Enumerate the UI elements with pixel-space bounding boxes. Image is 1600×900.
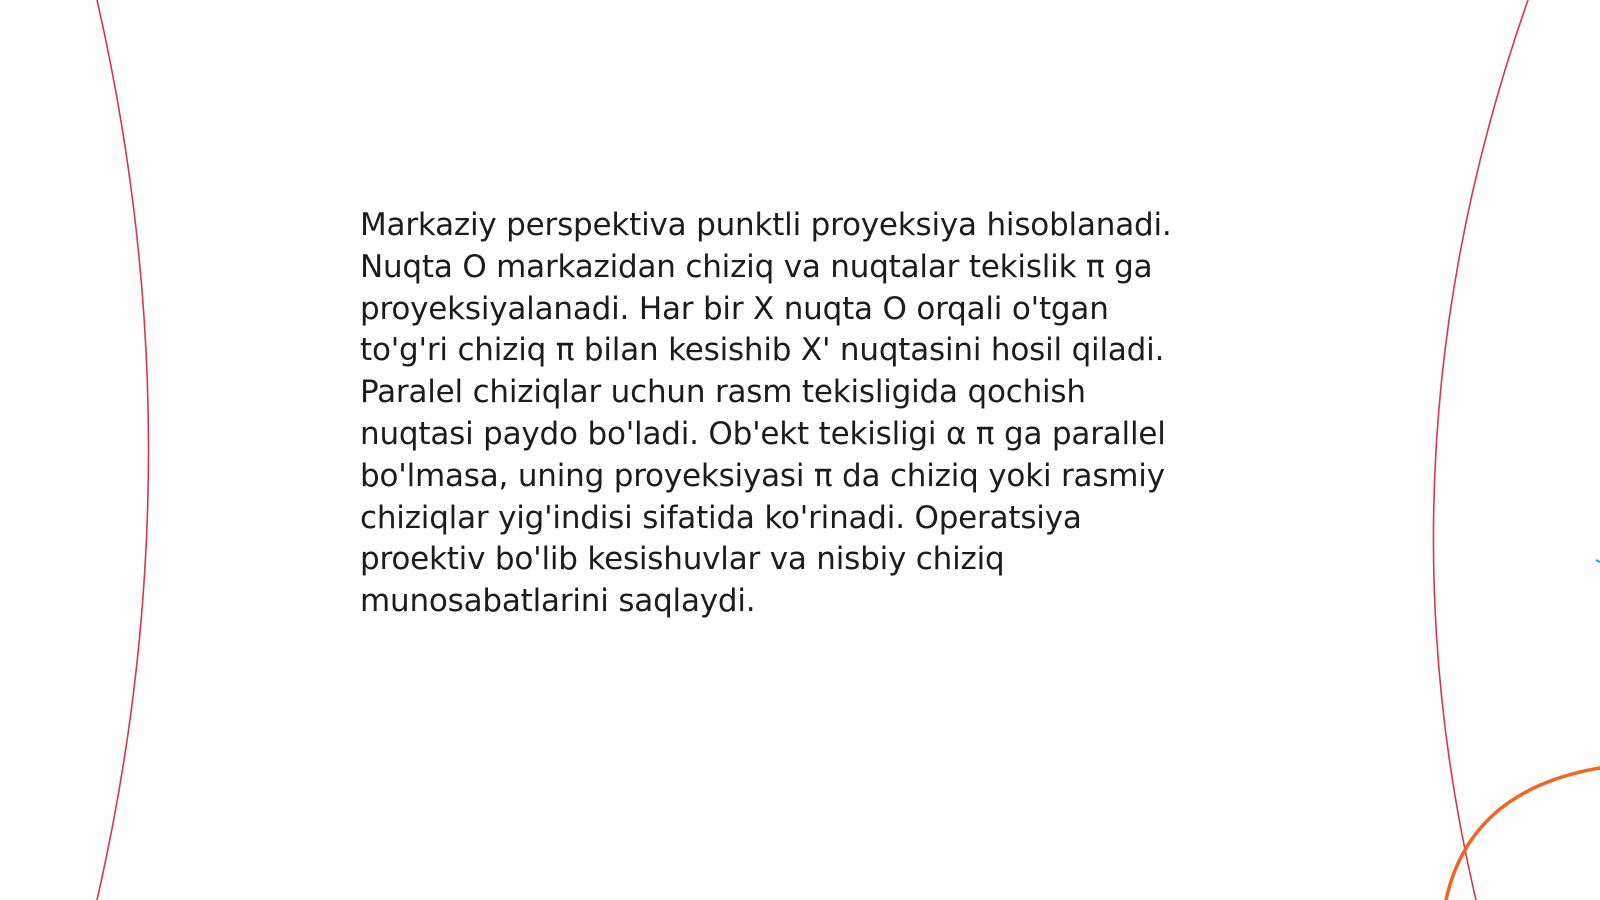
orange-arc-decoration [1446,768,1600,900]
text-line: Paralel chiziqlar uchun rasm tekisligida qochish [360,374,1086,411]
right-curve-decoration [1433,0,1528,900]
blue-accent-decoration [1596,560,1600,562]
text-line: munosabatlarini saqlaydi. [360,583,756,620]
text-line: Markaziy perspektiva punktli proyeksiya hisoblanadi. [360,207,1172,243]
text-line: bo'lmasa, uning proyeksiyasi π da chiziq yoki rasmiy [360,457,1165,494]
text-line: nuqtasi paydo bo'ladi. Ob'ekt tekisligi α π ga parallel [360,415,1166,452]
text-line: proektiv bo'lib kesishuvlar va nisbiy chiziq [360,541,1005,578]
left-curve-decoration [97,0,149,900]
text-line: proyeksiyalanadi. Har bir X nuqta O orqali o'tgan [360,290,1109,327]
text-line: Nuqta O markazidan chiziq va nuqtalar tekislik π ga [360,248,1153,285]
text-line: chiziqlar yig'indisi sifatida ko'rinadi. Operatsiya [360,499,1082,536]
text-line: to'g'ri chiziq π bilan kesishib X' nuqtasini hosil qiladi. [360,332,1165,369]
slide-body-text [360,205,1240,623]
